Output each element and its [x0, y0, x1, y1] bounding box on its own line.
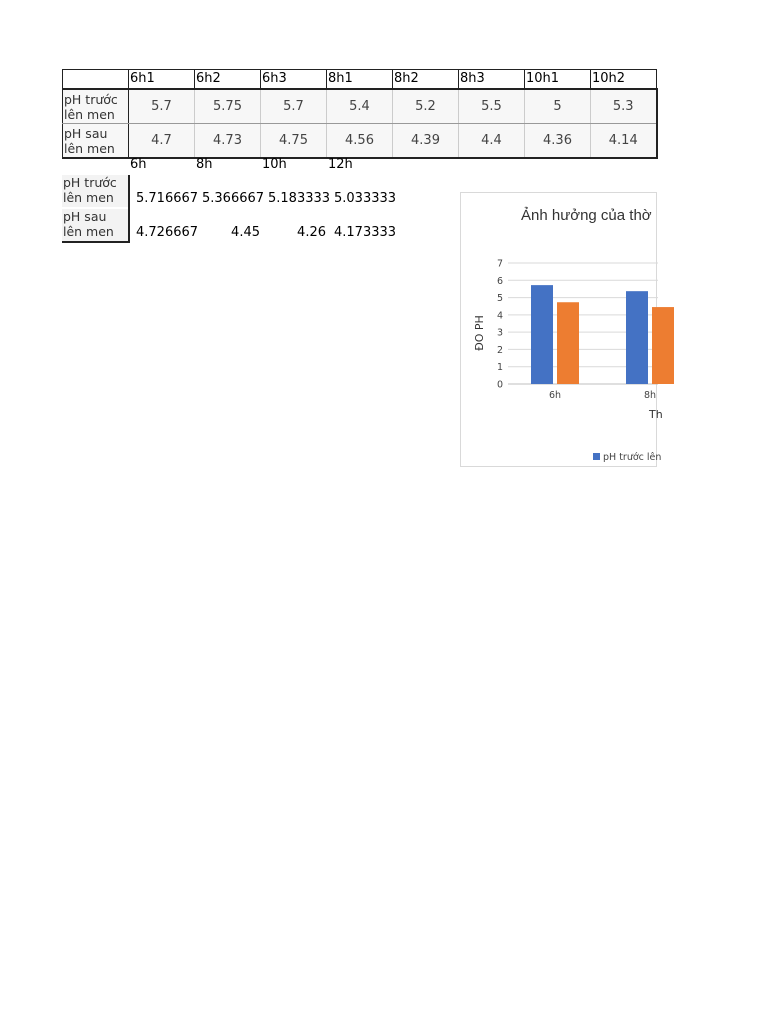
header-cell[interactable]: 8h: [196, 157, 213, 172]
chart-title: Ảnh hưởng của thờ: [521, 207, 652, 224]
table-cell[interactable]: 4.4: [459, 124, 525, 159]
legend: [593, 452, 661, 463]
table-cell[interactable]: 5.2: [393, 89, 459, 124]
bar[interactable]: [531, 285, 553, 384]
table-cell[interactable]: 4.75: [261, 124, 327, 159]
table-cell[interactable]: 5.4: [327, 89, 393, 124]
table-cell[interactable]: 5: [525, 89, 591, 124]
row-label[interactable]: pH sau lên men: [63, 124, 129, 159]
table-header-row: [63, 70, 657, 90]
header-cell[interactable]: 10h2: [591, 70, 657, 90]
x-tick-label: 6h: [548, 390, 562, 401]
x-tick-label: 8h: [643, 390, 657, 401]
table-cell[interactable]: 4.26: [297, 225, 326, 240]
table-cell[interactable]: 5.183333: [268, 191, 331, 206]
header-cell[interactable]: 8h2: [393, 70, 459, 90]
chart-canvas: [461, 193, 663, 468]
table-row: [63, 124, 657, 159]
table-cell[interactable]: 5.5: [459, 89, 525, 124]
y-tick-label: 2: [496, 344, 503, 356]
table-cell[interactable]: 4.45: [231, 225, 260, 240]
table-cell[interactable]: 5.716667: [136, 191, 199, 206]
table-cell[interactable]: 4.726667: [136, 225, 199, 240]
header-cell[interactable]: 10h: [262, 157, 287, 172]
header-empty-cell[interactable]: [63, 70, 129, 90]
table-cell[interactable]: 5.7: [129, 89, 195, 124]
header-cell[interactable]: 6h1: [129, 70, 195, 90]
table-cell[interactable]: 5.75: [195, 89, 261, 124]
table-row: [63, 89, 657, 124]
y-axis: [497, 259, 503, 391]
header-cell[interactable]: 10h1: [525, 70, 591, 90]
ph-measurements-table: [62, 69, 658, 159]
table-cell[interactable]: 4.36: [525, 124, 591, 159]
table-cell[interactable]: 5.7: [261, 89, 327, 124]
y-axis-label: ĐO PH: [473, 315, 486, 351]
y-tick-label: 4: [496, 310, 503, 322]
table-cell[interactable]: 5.3: [591, 89, 657, 124]
header-cell[interactable]: 6h3: [261, 70, 327, 90]
table-cell[interactable]: 5.366667: [202, 191, 265, 206]
y-tick-label: 0: [496, 379, 503, 391]
legend-label: pH trước lên: [603, 452, 662, 463]
bars: [531, 285, 674, 384]
row-label[interactable]: pH trước lên men: [63, 89, 129, 124]
row-label[interactable]: pH trước lên men: [62, 175, 128, 207]
cell-border: [62, 241, 130, 243]
y-tick-label: 3: [496, 327, 503, 339]
y-tick-label: 1: [496, 362, 503, 374]
ph-bar-chart[interactable]: [460, 192, 663, 467]
y-tick-label: 6: [496, 275, 503, 287]
table-cell[interactable]: 4.14: [591, 124, 657, 159]
x-axis-label: Th: [649, 408, 663, 421]
y-tick-label: 5: [496, 293, 503, 305]
table-cell[interactable]: 4.73: [195, 124, 261, 159]
header-cell[interactable]: 6h2: [195, 70, 261, 90]
row-label[interactable]: pH sau lên men: [62, 209, 128, 241]
bar[interactable]: [626, 291, 648, 384]
table-cell[interactable]: 4.7: [129, 124, 195, 159]
bar[interactable]: [557, 302, 579, 384]
table-cell[interactable]: 4.56: [327, 124, 393, 159]
y-tick-label: 7: [496, 258, 503, 270]
bar[interactable]: [652, 307, 674, 384]
header-cell[interactable]: 12h: [328, 157, 353, 172]
table-cell[interactable]: 4.39: [393, 124, 459, 159]
header-cell[interactable]: 6h: [130, 157, 147, 172]
x-axis: [549, 390, 656, 401]
header-cell[interactable]: 8h1: [327, 70, 393, 90]
cell-border: [128, 175, 130, 243]
table-cell[interactable]: 4.173333: [334, 225, 397, 240]
legend-swatch: [593, 453, 600, 460]
table-cell[interactable]: 5.033333: [334, 191, 397, 206]
header-cell[interactable]: 8h3: [459, 70, 525, 90]
